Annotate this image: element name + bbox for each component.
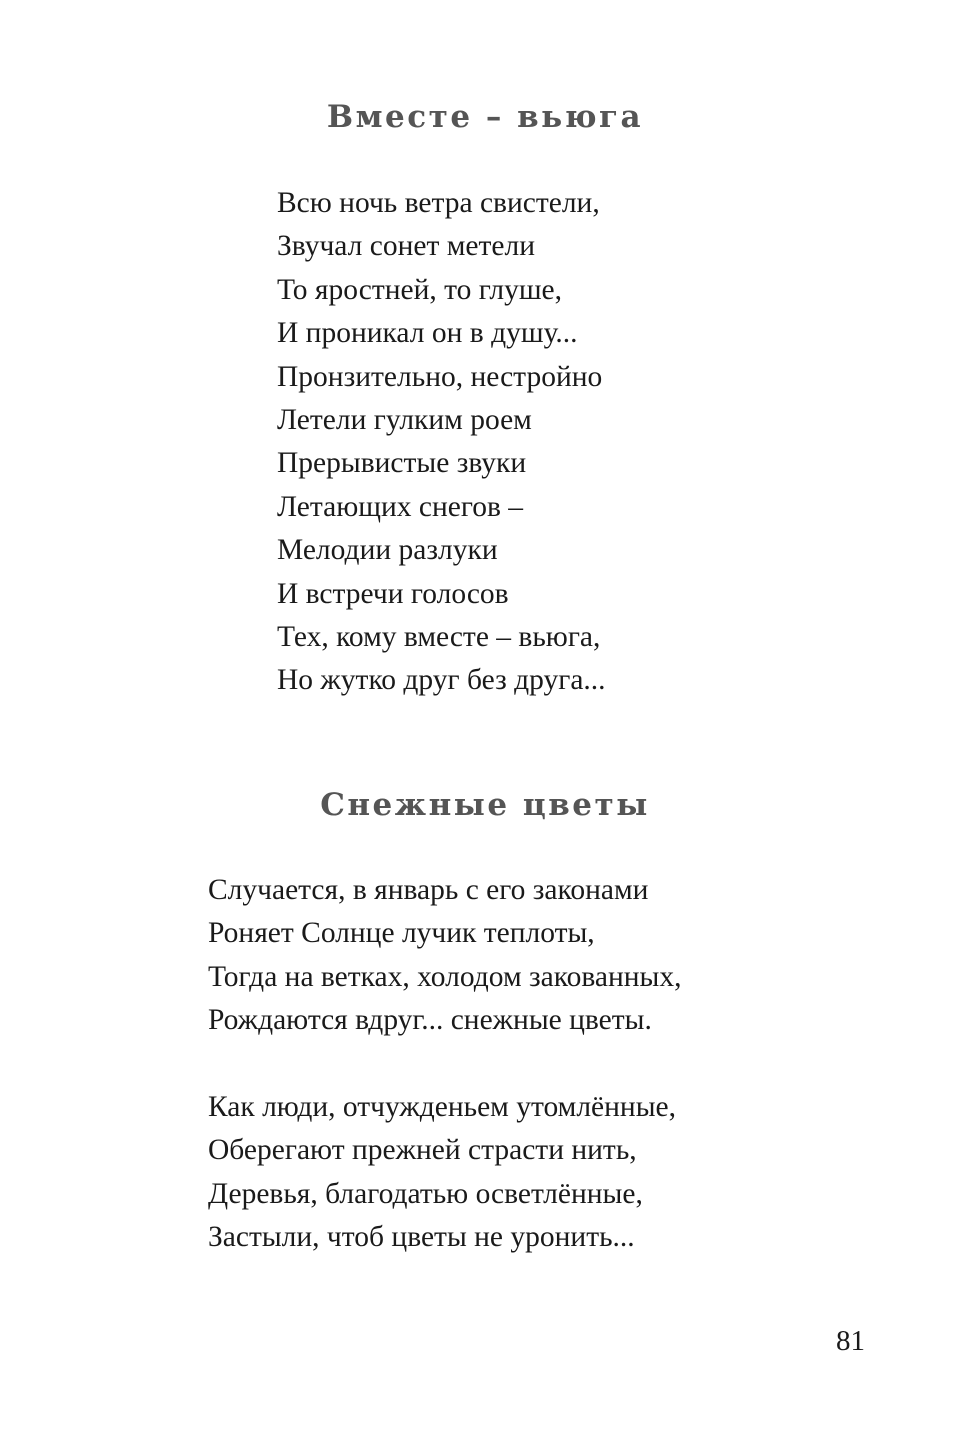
poem-line: Но жутко друг без друга... [277,664,606,697]
poem-title-snezhnye-tsvety: Снежные цветы [320,787,650,823]
poem-line: То яростней, то глуше, [277,273,563,306]
poem-line: Прерывистые звуки [277,447,527,480]
poem-line: Как люди, отчужденьем утомлённые, [208,1091,676,1123]
poem-stanza [277,182,606,703]
poem-line: Пронзительно, нестройно [277,360,603,393]
poem-line: И встречи голосов [277,577,509,610]
poem-line: И проникал он в душу... [277,317,578,350]
poem-line: Роняет Солнце лучик теплоты, [208,917,595,950]
poem-title-vmeste-vyuga: Вместе – вьюга [326,99,644,135]
poem-stanza [208,869,681,1043]
poem-stanza [208,1086,676,1260]
poem-line: Случается, в январь с его законами [208,874,649,906]
poem-line: Оберегают прежней страсти нить, [208,1134,637,1167]
poem-line: Звучал сонет метели [277,230,535,263]
poem-line: Всю ночь ветра свистели, [277,187,600,219]
poem-line: Рождаются вдруг... снежные цветы. [208,1004,652,1037]
page-number: 81 [836,1325,865,1357]
poem-line: Летающих снегов – [277,490,524,523]
poem-line: Тогда на ветках, холодом закованных, [208,960,682,993]
poem-line: Застыли, чтоб цветы не уронить... [208,1221,635,1254]
poem-line: Мелодии разлуки [277,534,498,567]
poem-line: Тех, кому вместе – вьюга, [277,621,601,654]
poem-line: Летели гулким роем [277,404,532,437]
poem-line: Деревья, благодатью осветлённые, [208,1177,643,1210]
